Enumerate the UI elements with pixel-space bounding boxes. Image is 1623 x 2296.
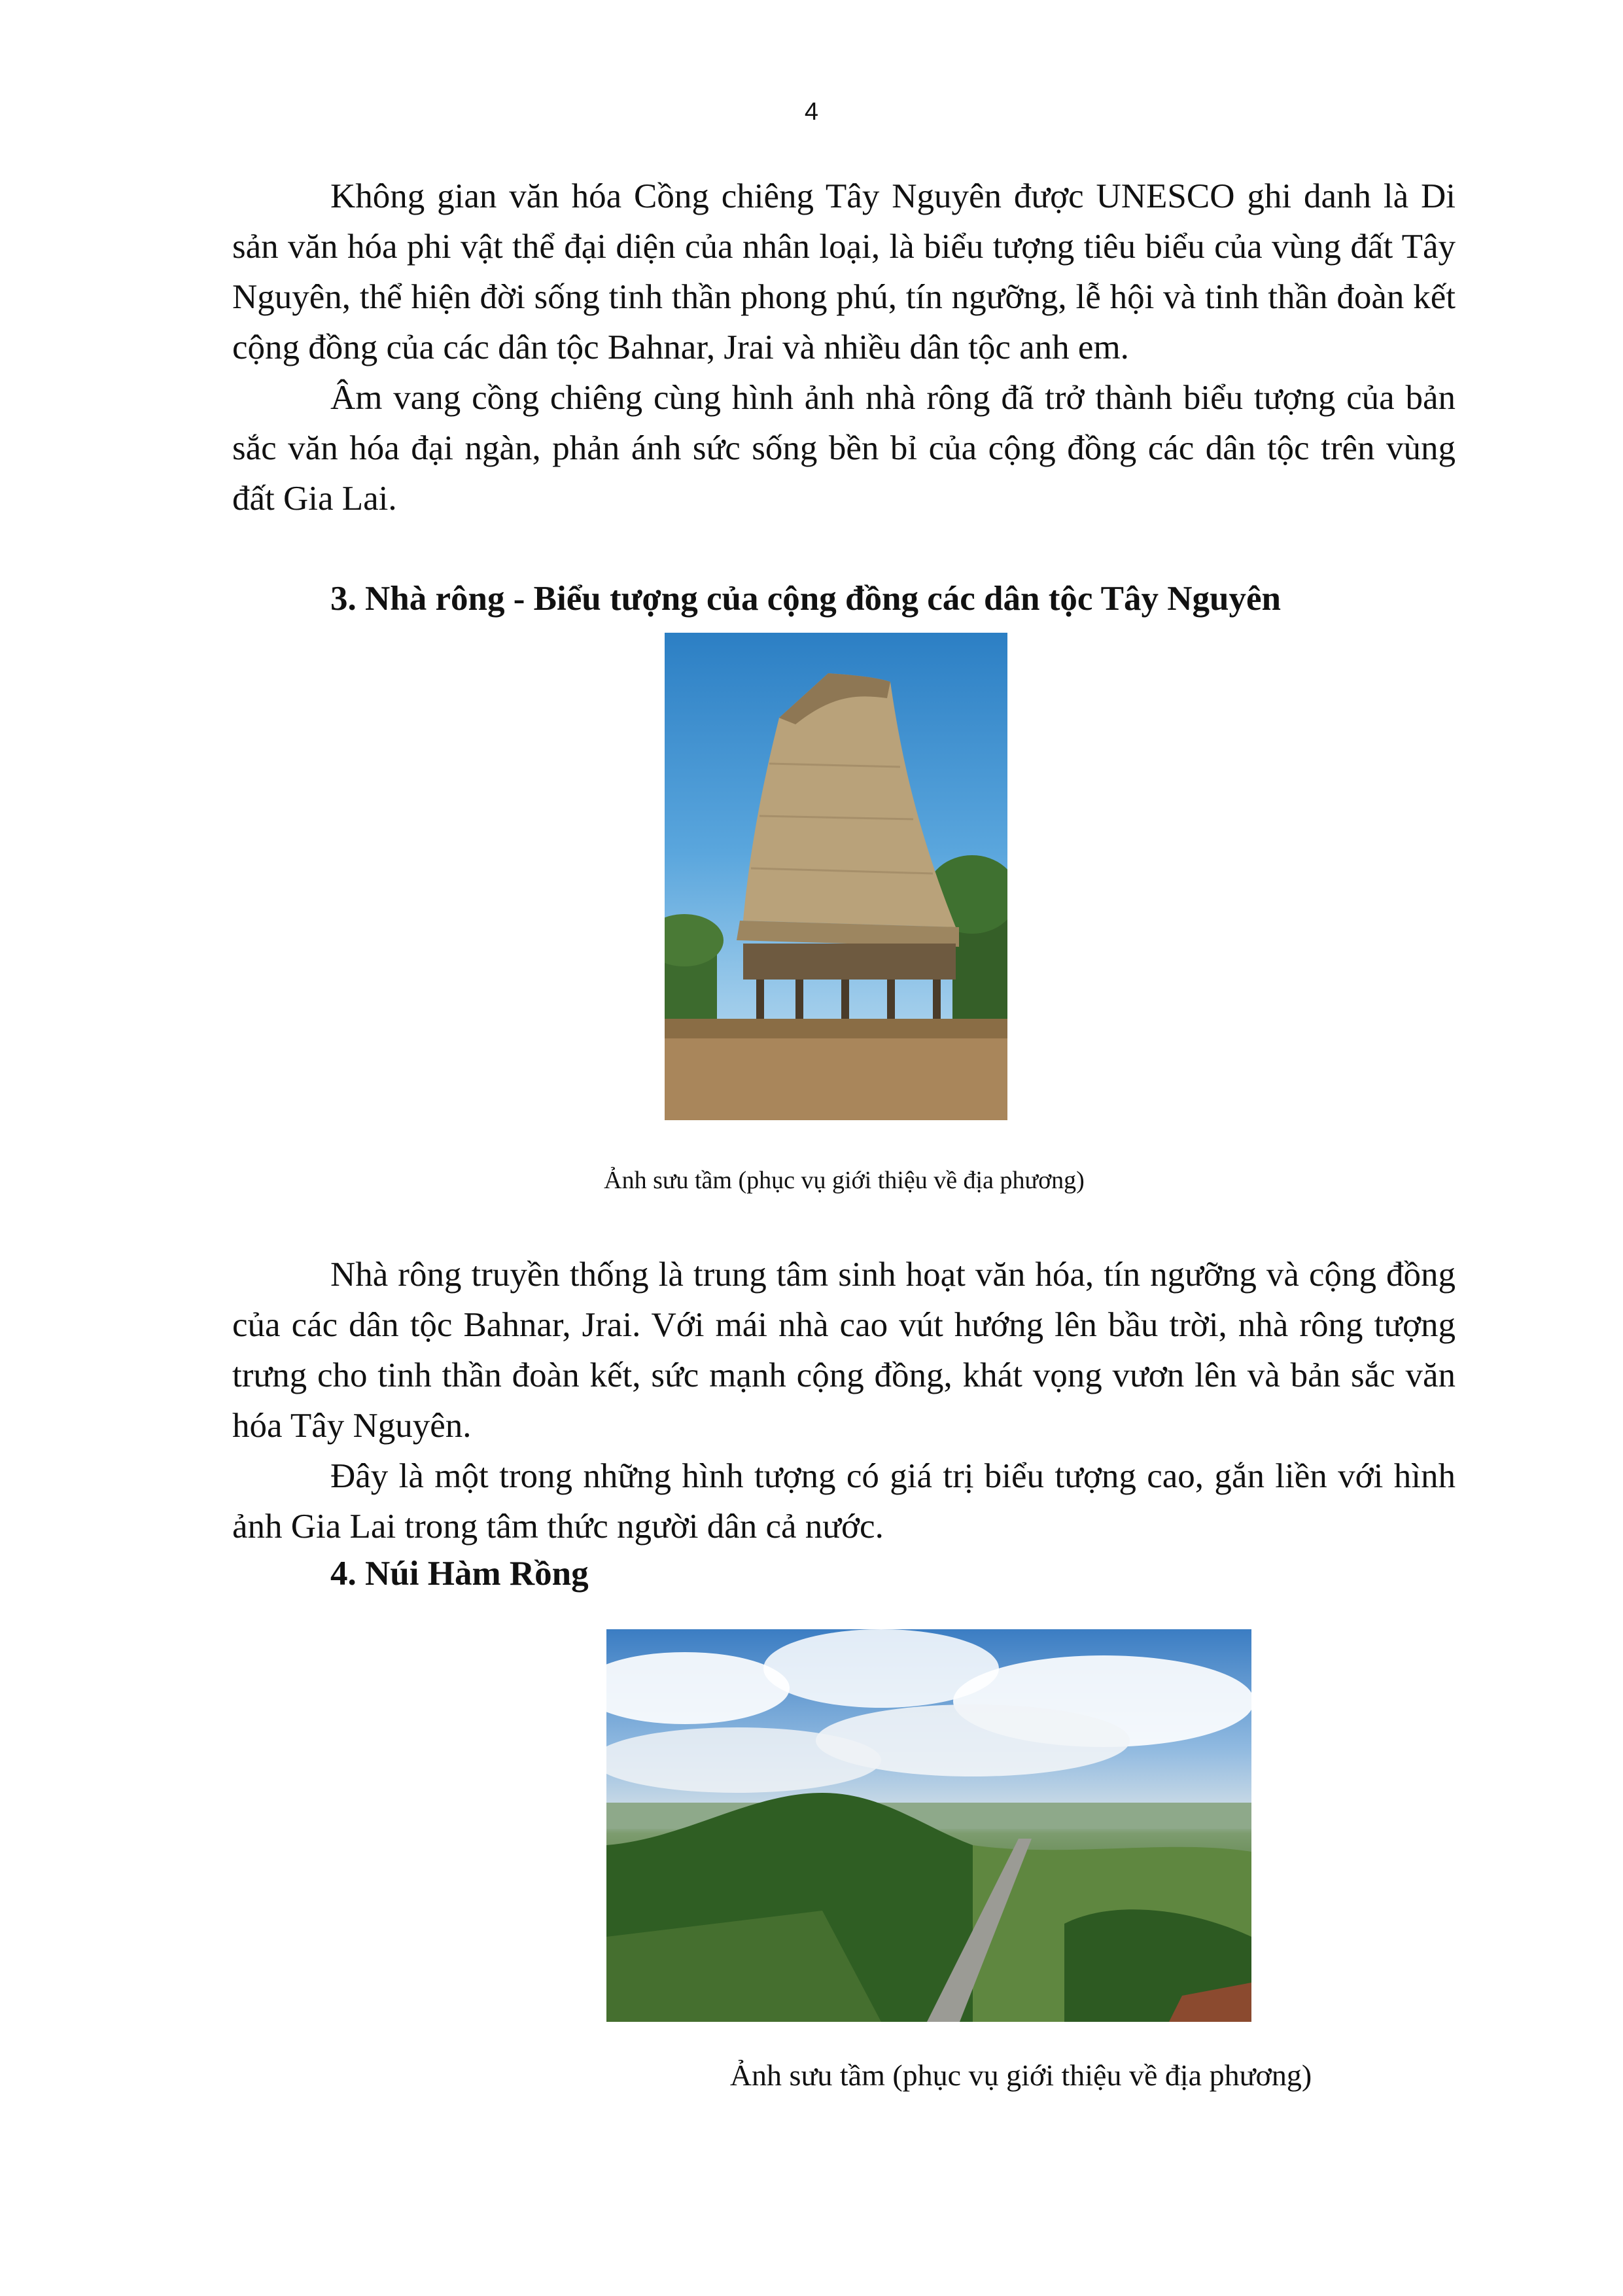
paragraph: Không gian văn hóa Cồng chiêng Tây Nguyên được UNESCO ghi danh là Di sản văn hóa phi vật thể đại diện của nhân loại, là biểu tượng tiêu biểu của vùng đất Tây Nguyên, thể hiện đời sống tinh thần phong phú, tín ngưỡng, lễ hội và tinh thần đoàn kết cộng đồng của các dân tộc Bahnar, Jrai và nhiều dân tộc anh em. bbox=[232, 177, 1456, 366]
paragraph: Âm vang cồng chiêng cùng hình ảnh nhà rông đã trở thành biểu tượng của bản sắc văn hóa đại ngàn, phản ánh sức sống bền bỉ của cộng đồng các dân tộc trên vùng đất Gia Lai. bbox=[232, 379, 1456, 518]
photo-caption: Ảnh sưu tầm (phục vụ giới thiệu về địa phương) bbox=[604, 1167, 1085, 1194]
paragraph: Nhà rông truyền thống là trung tâm sinh hoạt văn hóa, tín ngưỡng và cộng đồng của các dân tộc Bahnar, Jrai. Với mái nhà cao vút hướng lên bầu trời, nhà rông tượng trưng cho tinh thần đoàn kết, sức mạnh cộng đồng, khát vọng vươn lên và bản sắc văn hóa Tây Nguyên. bbox=[232, 1256, 1456, 1445]
nui-ham-rong-illustration bbox=[606, 1629, 1251, 2022]
section-4-heading: 4. Núi Hàm Rồng bbox=[330, 1555, 589, 1593]
section-3-text bbox=[232, 1250, 1456, 1552]
photo-caption: Ảnh sưu tầm (phục vụ giới thiệu về địa phương) bbox=[729, 2058, 1312, 2092]
nui-ham-rong-photo bbox=[606, 1629, 1251, 2022]
intro-text bbox=[232, 171, 1456, 524]
nha-rong-illustration bbox=[665, 633, 1007, 1120]
nha-rong-photo bbox=[665, 633, 1007, 1120]
page-number: 4 bbox=[804, 98, 819, 126]
section-3-heading: 3. Nhà rông - Biểu tượng của cộng đồng các dân tộc Tây Nguyên bbox=[330, 580, 1282, 618]
paragraph: Đây là một trong những hình tượng có giá trị biểu tượng cao, gắn liền với hình ảnh Gia Lai trong tâm thức người dân cả nước. bbox=[232, 1457, 1456, 1545]
